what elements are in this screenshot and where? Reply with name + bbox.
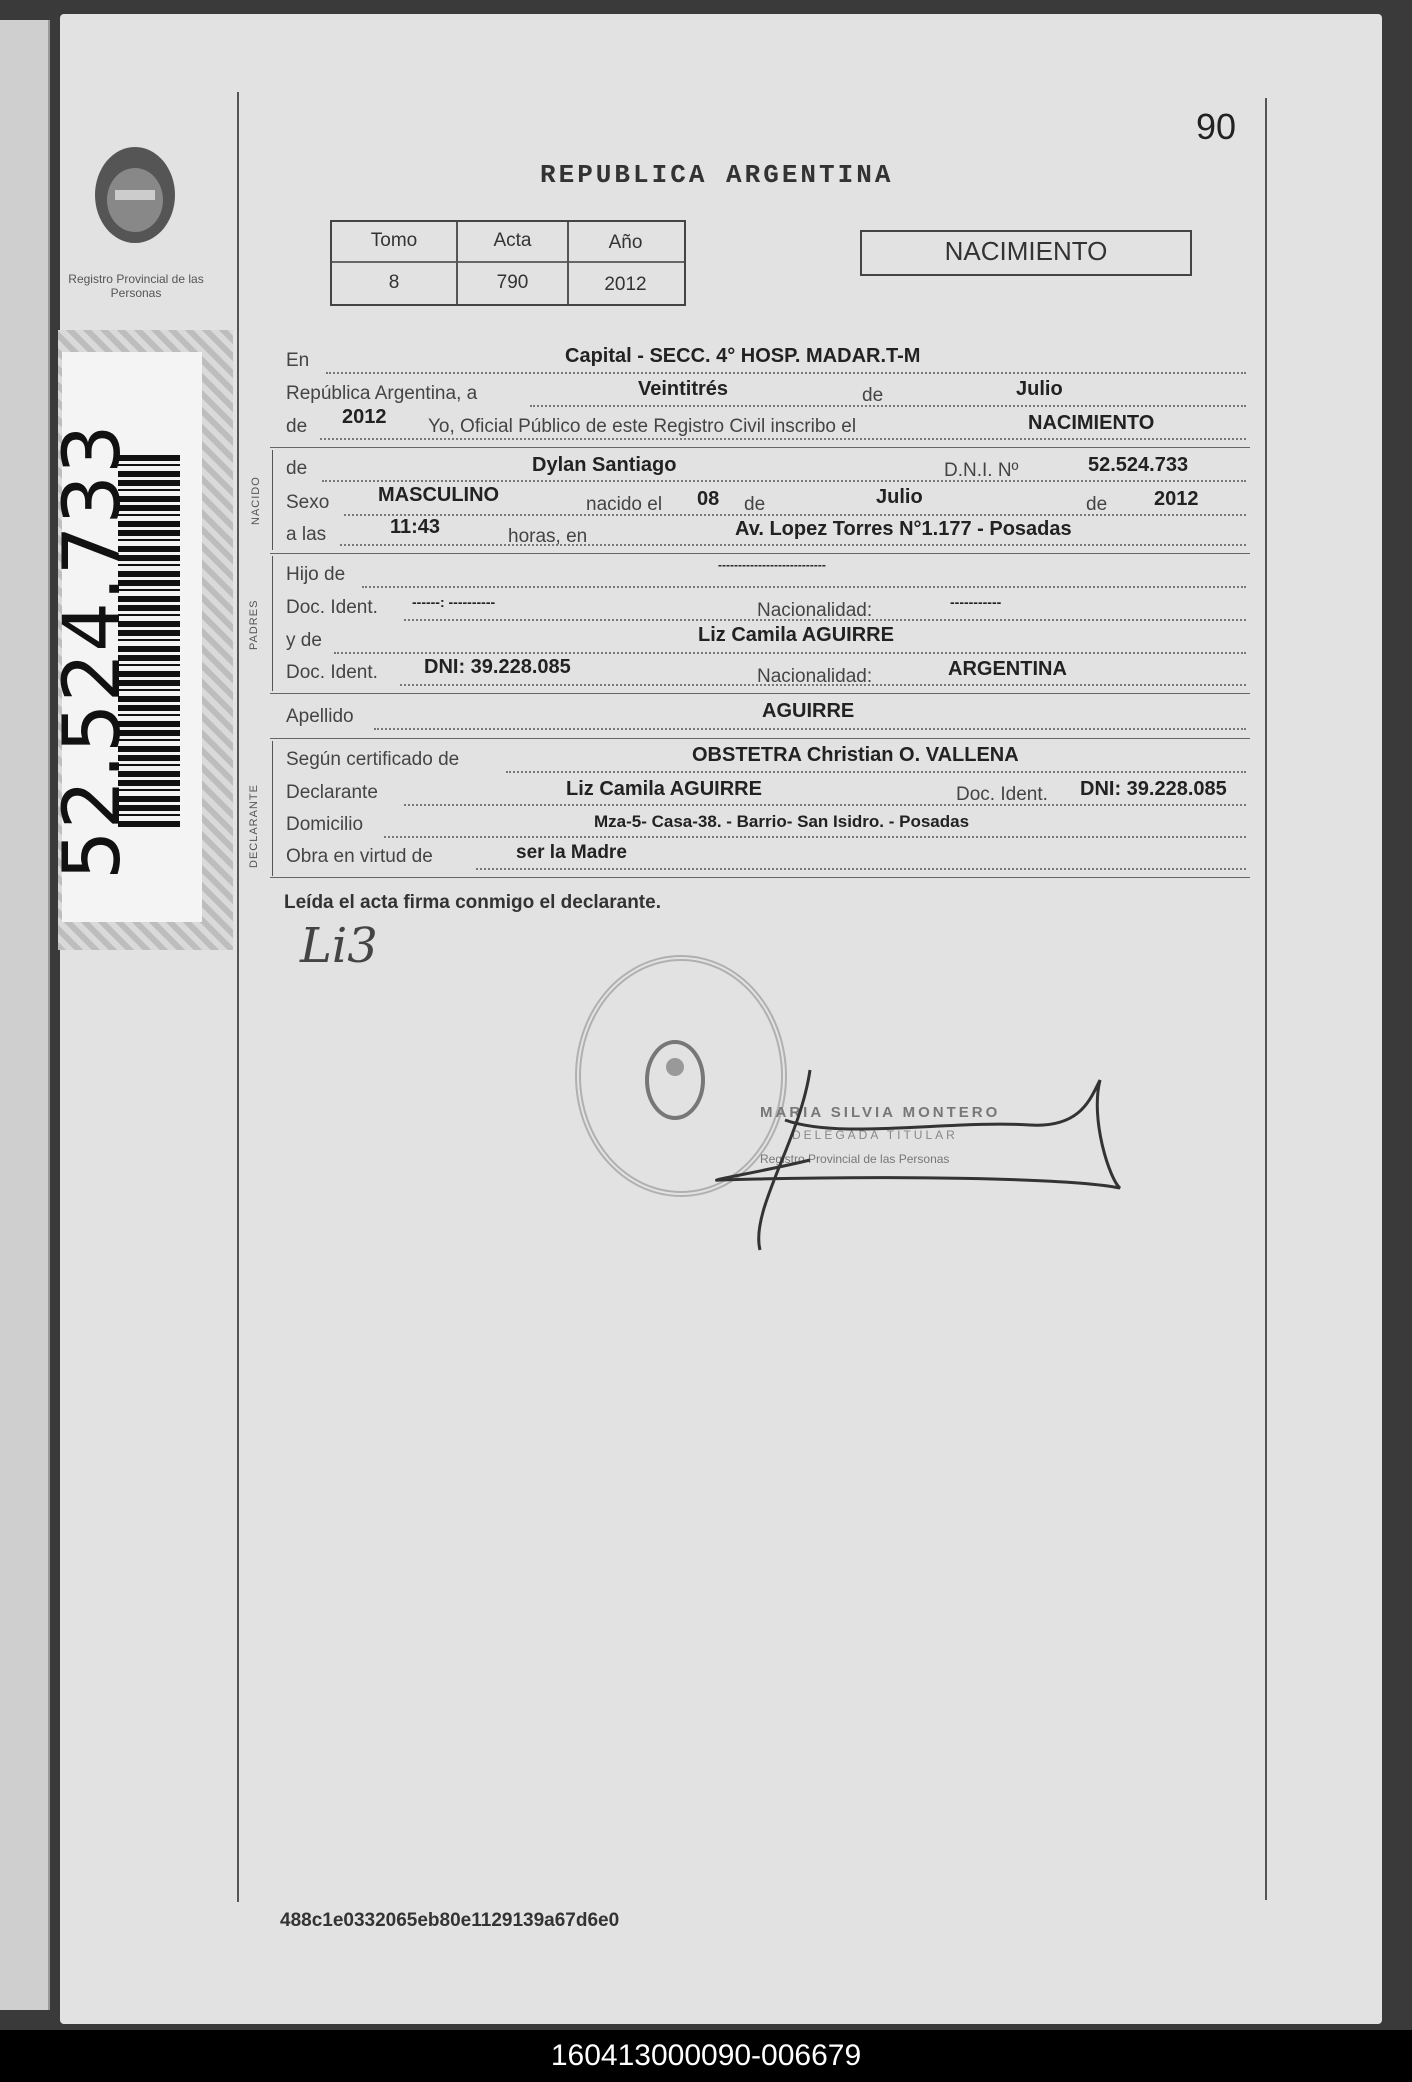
header-ano: Año <box>608 232 643 253</box>
header-acta: Acta <box>493 230 532 251</box>
official-name: MARIA SILVIA MONTERO <box>760 1104 1001 1121</box>
label-certificado: Según certificado de <box>286 749 460 770</box>
child-sex: MASCULINO <box>378 484 500 506</box>
dotted-line <box>530 405 1246 407</box>
father-nationality: ----------- <box>950 594 1002 610</box>
label-y-de: y de <box>286 630 322 651</box>
label-declarante: Declarante <box>286 782 378 803</box>
label-hijo-de: Hijo de <box>286 564 346 585</box>
birth-year: 2012 <box>1154 488 1199 510</box>
section-divider <box>270 738 1250 739</box>
label-nacionalidad-father: Nacionalidad: <box>757 600 873 621</box>
mother-nationality: ARGENTINA <box>948 658 1067 680</box>
declarant-handwritten-signature: Li3 <box>300 918 378 974</box>
section-bracket <box>272 741 273 876</box>
label-nacionalidad-mother: Nacionalidad: <box>757 666 873 687</box>
coat-of-arms-icon <box>80 140 190 265</box>
label-en: En <box>286 350 310 371</box>
scan-id-bar: 160413000090-006679 <box>0 2030 1412 2082</box>
registry-logo-text: Registro Provincial de las Personas <box>68 272 204 300</box>
reason: ser la Madre <box>516 842 627 863</box>
country-title: REPUBLICA ARGENTINA <box>540 160 894 190</box>
birth-day: 08 <box>697 488 720 510</box>
right-margin-line <box>1265 98 1267 1900</box>
section-divider <box>270 877 1250 878</box>
label-domicilio: Domicilio <box>286 814 364 835</box>
label-horas: horas, en <box>508 526 588 547</box>
label-sexo: Sexo <box>286 492 330 513</box>
label-de-year: de <box>286 416 308 437</box>
barcode-number: 52.524.733 <box>48 423 138 880</box>
mother-doc: DNI: 39.228.085 <box>424 656 571 678</box>
label-apellido: Apellido <box>286 706 354 727</box>
day-text: Veintitrés <box>638 378 729 400</box>
mother-name: Liz Camila AGUIRRE <box>698 624 894 646</box>
dotted-line <box>476 868 1246 870</box>
label-dni: D.N.I. Nº <box>944 460 1019 481</box>
dotted-line <box>340 544 1246 546</box>
birth-month: Julio <box>876 486 923 508</box>
closing-statement: Leída el acta firma conmigo el declarante. <box>284 892 661 913</box>
act-registered: NACIMIENTO <box>1028 412 1155 434</box>
year-text: 2012 <box>342 406 387 428</box>
place-of-record: Capital - SECC. 4° HOSP. MADAR.T-M <box>565 345 921 367</box>
dotted-line <box>344 514 1246 516</box>
dotted-line <box>384 836 1246 838</box>
address: Mza-5- Casa-38. - Barrio- San Isidro. - Posadas <box>594 812 970 831</box>
header-tomo: Tomo <box>370 230 418 251</box>
month-text: Julio <box>1016 378 1063 400</box>
previous-page-edge <box>0 20 50 2010</box>
section-label-nacido: NACIDO <box>250 476 262 525</box>
official-role: DELEGADA TITULAR <box>792 1128 958 1142</box>
label-de: de <box>862 385 884 406</box>
label-de-birth-year: de <box>1086 494 1108 515</box>
label-a-las: a las <box>286 524 327 545</box>
label-republica: República Argentina, a <box>286 383 478 404</box>
value-acta: 790 <box>496 272 529 293</box>
label-de-name: de <box>286 458 308 479</box>
child-name: Dylan Santiago <box>532 454 677 476</box>
certifier: OBSTETRA Christian O. VALLENA <box>692 744 1019 766</box>
page-number: 90 <box>1196 106 1237 147</box>
dotted-line <box>326 372 1246 374</box>
child-dni: 52.524.733 <box>1088 454 1189 476</box>
value-tomo: 8 <box>388 272 400 293</box>
record-table-divider <box>332 261 684 263</box>
dotted-line <box>374 728 1246 730</box>
label-de-month: de <box>744 494 766 515</box>
act-type: NACIMIENTO <box>944 236 1108 266</box>
label-doc-mother: Doc. Ident. <box>286 662 378 683</box>
section-divider <box>270 447 1250 448</box>
dotted-line <box>362 586 1246 588</box>
label-doc-father: Doc. Ident. <box>286 597 378 618</box>
value-ano: 2012 <box>604 274 647 295</box>
dotted-line <box>322 480 1246 482</box>
section-bracket <box>272 450 273 550</box>
label-obra: Obra en virtud de <box>286 846 433 867</box>
father-doc: ------: ---------- <box>412 594 496 610</box>
birth-place: Av. Lopez Torres N°1.177 - Posadas <box>735 518 1072 540</box>
document-hash: 488c1e0332065eb80e1129139a67d6e0 <box>280 1910 620 1931</box>
label-oficial: Yo, Oficial Público de este Registro Civil inscribo el <box>428 416 857 437</box>
declarant-name: Liz Camila AGUIRRE <box>566 778 762 800</box>
label-doc-declarant: Doc. Ident. <box>956 784 1048 805</box>
section-divider <box>270 553 1250 554</box>
dotted-line <box>334 652 1246 654</box>
section-label-padres: PADRES <box>248 599 260 650</box>
registry-logo <box>80 140 190 265</box>
dotted-line <box>320 438 1246 440</box>
section-label-declarante: DECLARANTE <box>248 784 260 868</box>
surname: AGUIRRE <box>762 700 855 722</box>
section-bracket <box>272 556 273 691</box>
official-signature-scribble <box>690 1060 1130 1260</box>
father-name: --------------------------- <box>718 558 826 572</box>
dotted-line <box>404 804 1246 806</box>
label-nacido-el: nacido el <box>586 494 663 515</box>
declarant-doc: DNI: 39.228.085 <box>1080 778 1227 800</box>
section-divider <box>270 693 1250 694</box>
birth-time: 11:43 <box>390 516 441 538</box>
left-margin-line <box>237 92 239 1902</box>
dotted-line <box>506 771 1246 773</box>
official-office: Registro Provincial de las Personas <box>760 1152 950 1166</box>
